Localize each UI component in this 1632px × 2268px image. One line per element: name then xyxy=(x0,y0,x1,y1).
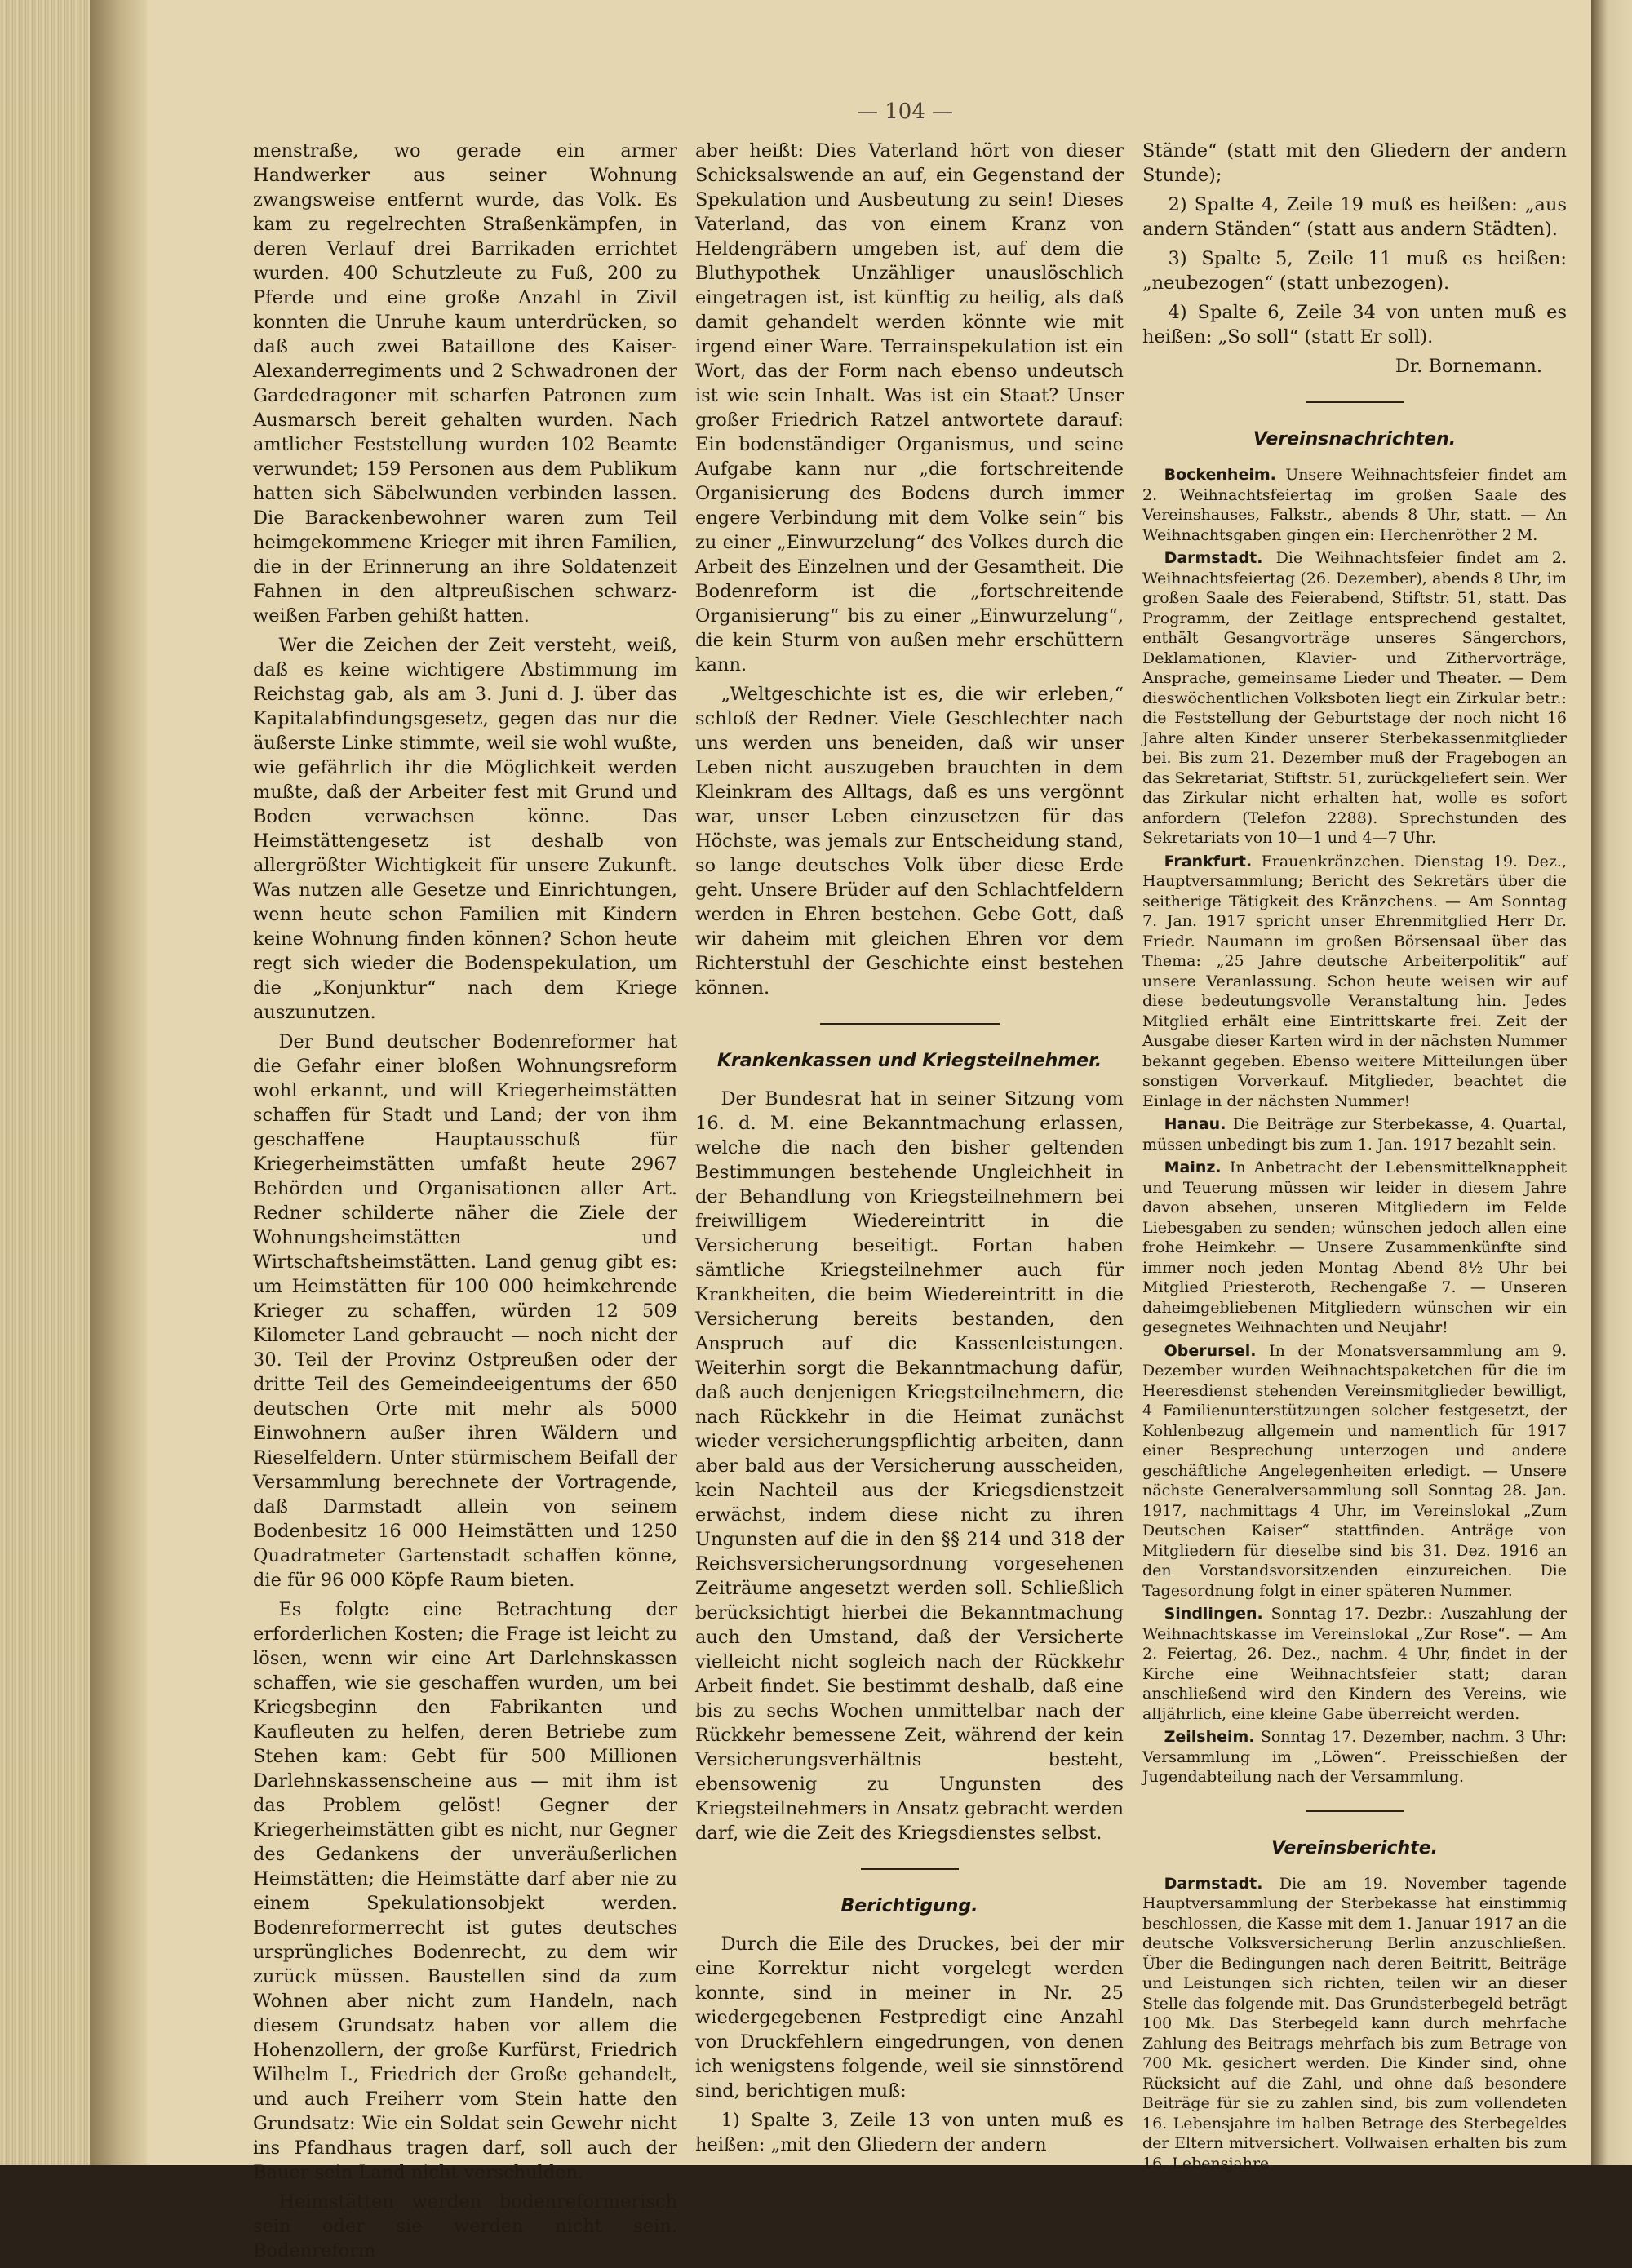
paragraph: Heimstätten werden bodenreformerisch sein oder sie werden nicht sein. Bodenreform xyxy=(253,2191,677,2261)
section-heading-vereinsnachrichten: Vereinsnachrichten. xyxy=(1253,429,1457,450)
news-text: In der Monatsversammlung am 9. Dezember wurden Weihnachtspaketchen für die im Heeresdienst stehenden Vereinsmitglieder bewilligt, 4 Familienunterstützungen solcher festgesetzt, der Kohlenbezug allgemein und namentlich für 1917 einer Besprechung unterzogen und andere geschäftliche Angelegenheiten erledigt. — Unsere nächste Generalversammlung soll Sonntag 28. Jan. 1917, nachmittags 4 Uhr, im Vereinslokal „Zum Deutschen Kaiser“ stattfinden. Anträge von Mitgliedern für dieselbe sind bis 31. Dez. 1916 an den Vorstandsvorsitzenden einzureichen. Die Tagesordnung folgt in einer späteren Nummer. xyxy=(1142,1341,1567,1600)
news-item xyxy=(1142,1341,1567,1601)
club-news-list xyxy=(1142,465,1567,1787)
news-text: Die Beiträge zur Sterbekasse, 4. Quartal, müssen unbedingt bis zum 1. Jan. 1917 bezahlt sein. xyxy=(1142,1115,1567,1154)
section-divider xyxy=(1306,1810,1404,1812)
news-text: Die Weihnachtsfeier findet am 2. Weihnachtsfeiertag (26. Dezember), abends 8 Uhr, im großen Saale des Feierabend, Stiftstr. 51, statt. Das Programm, der Zeitlage entsprechend gestaltet, enthält Gesangvorträge unseres Sängerchors, Deklamationen, Klavier- und Zithervorträge, Ansprache, gemeinsame Lieder und Theater. — Dem dieswöchentlichen Volksboten liegt ein Zirkular betr.: die Feststellung der Geburtstage der noch nicht 16 Jahre alten Kinder unserer Sterbekassenmitglieder bei. Bis zum 21. Dezember muß der Fragebogen an das Sekretariat, Stiftstr. 51, zurückgeliefert sein. Wer das Zirkular nicht erhalten hat, wolle es sofort anfordern (Telefon 2288). Sprechstunden des Sekretariats von 10—1 und 4—7 Uhr. xyxy=(1142,549,1567,847)
news-text: In Anbetracht der Lebensmittelknappheit und Teuerung müssen wir leider in diesem Jahre davon absehen, unseren Mitgliedern im Felde Liebesgaben zu senden; wünschen jedoch allen eine frohe Heimkehr. — Unsere Zusammenkünfte sind immer noch jeden Montag Abend 8½ Uhr bei Mitglied Priesteroth, Rechengaße 7. — Unseren daheimgebliebenen Mitgliedern wünschen wir ein gesegnetes Weihnachten und Neujahr! xyxy=(1142,1158,1567,1336)
paragraph: Es folgte eine Betrachtung der erforderlichen Kosten; die Frage ist leicht zu lösen, wenn wir eine Art Darlehnskassen schaffen, wie sie geschaffen wurden, um bei Kriegsbeginn den Fabrikanten und Kaufleuten zu helfen, deren Betriebe zum Stehen kam: Gebt für 500 Millionen Darlehnskassenscheine aus — mit ihm ist das Problem gelöst! Gegner der Kriegerheimstätten gibt es nicht, nur Gegner des Gedankens der unveräußerlichen Heimstätten; die Heimstätte darf aber nie zu einem Spekulationsobjekt werden. Bodenreformerrecht ist gutes deutsches ursprüngliches Bodenrecht, zu dem wir zurück müssen. Baustellen sind da zum Wohnen aber nicht zum Handeln, nach diesem Grundsatz haben vor allem die Hohenzollern, der große Kurfürst, Friedrich Wilhelm I., Friedrich der Große gehandelt, und auch Freiherr vom Stein hatte den Grundsatz: Wie ein Soldat sein Gewehr nicht ins Pfandhaus tragen darf, soll auch der Bauer sein Land nicht verschulden. xyxy=(253,1599,677,2183)
news-text: Sonntag 17. Dezember, nachm. 3 Uhr: Versammlung im „Löwen“. Preisschießen der Jugendabteilung nach der Versammlung. xyxy=(1142,1728,1567,1786)
news-item xyxy=(1142,852,1567,1112)
report-place: Darmstadt. xyxy=(1164,1874,1263,1893)
news-place: Zeilsheim. xyxy=(1164,1728,1255,1746)
news-text: Sonntag 17. Dezbr.: Auszahlung der Weihnachtskasse im Vereinslokal „Zur Rose“. — Am 2. Feiertag, 26. Dez., nachm. 4 Uhr, findet in der Kirche eine Weihnachtsfeier statt; daran anschließend wird den Kindern des Vereins, wie alljährlich, eine kleine Gabe überreicht werden. xyxy=(1142,1605,1567,1723)
section-divider xyxy=(1306,401,1404,403)
news-place: Hanau. xyxy=(1164,1115,1226,1133)
page-number: — 104 — xyxy=(857,100,954,124)
column-2 xyxy=(695,139,1124,2162)
next-page-edge xyxy=(1591,0,1632,2165)
paragraph: aber heißt: Dies Vaterland hört von dieser Schicksalswende an auf, ein Gegenstand der Spekulation und Ausbeutung zu sein! Dieses Vaterland, das von einem Kranz von Heldengräbern umgeben ist, auf dem die Bluthypothek Unzähliger unauslöschlich eingetragen ist, ist künftig zu heilig, als daß damit gehandelt werden könnte wie mit irgend einer Ware. Terrainspekulation ist ein Wort, das der Form nach ebenso undeutsch ist wie sein Inhalt. Was ist ein Staat? Unser großer Friedrich Ratzel antwortete darauf: Ein bodenständiger Organismus, und seine Aufgabe kann nur „die fortschreitende Organisierung des Bodens durch immer engere Verbindung mit dem Volke sein“ bis zu einer „Einwurzelung“ des Volkes durch die Arbeit des Einzelnen und der Gesamtheit. Die Bodenreform ist die „fortschreitende Organisierung“ bis zu einer „Einwurzelung“, die kein Sturm von außen mehr erschüttern kann. xyxy=(695,140,1124,676)
news-place: Oberursel. xyxy=(1164,1341,1257,1360)
news-item xyxy=(1142,1158,1567,1338)
section-heading-berichtigung: Berichtigung. xyxy=(840,1896,978,1916)
paragraph: Der Bundesrat hat in seiner Sitzung vom 16. d. M. eine Bekanntmachung erlassen, welche die nach den bisher geltenden Bestimmungen bestehende Ungleichheit in der Behandlung von Kriegsteilnehmern bei freiwilligem Wiedereintritt in die Versicherung beseitigt. Fortan haben sämtliche Kriegsteilnehmer auch für Krankheiten, die beim Wiedereintritt in die Versicherung bereits bestanden, den Anspruch auf die Kassenleistungen. Weiterhin sorgt die Bekanntmachung dafür, daß auch denjenigen Kriegsteilnehmern, die nach Rückkehr in die Heimat zunächst wieder versicherungspflichtig arbeiten, dann aber bald aus der Versicherung ausscheiden, kein Nachteil aus der Kriegsdienstzeit erwächst, indem diese nicht zu ihren Ungunsten auf die in den §§ 214 und 318 der Reichsversicherungsordnung vorgesehenen Zeiträume angesetzt werden soll. Schließlich berücksichtigt hierbei die Bekanntmachung auch den Umstand, daß der Versicherte vielleicht nicht sogleich nach der Rückkehr Arbeit findet. Sie bestimmt deshalb, daß eine bis zu sechs Wochen unmittelbar nach der Rückkehr bemessene Zeit, während der kein Versicherungsverhältnis besteht, ebensowenig zu Ungunsten des Kriegsteilnehmers in Ansatz gebracht werden darf, wie die Zeit des Kriegsdienstes selbst. xyxy=(695,1088,1124,1844)
report-item xyxy=(1142,1874,1567,2174)
news-place: Bockenheim. xyxy=(1164,466,1276,484)
news-text: Frauenkränzchen. Dienstag 19. Dez., Hauptversammlung; Bericht des Sekretärs über die seitherige Tätigkeit des Kränzchens. — Am Sonntag 7. Jan. 1917 spricht unser Ehrenmitglied Herr Dr. Friedr. Naumann im großen Börsensaal über das Thema: „25 Jahre deutsche Arbeiterpolitik“ auf unsere Veranlassung. Schon heute weisen wir auf diese bedeutungsvolle Veranstaltung hin. Jedes Mitglied erhält eine Eintrittskarte frei. Zeit der Ausgabe dieser Karten wird in der nächsten Nummer bekannt gegeben. Ebenso weitere Mitteilungen über sonstigen Vorverkauf. Mitglieder, beachtet die Einlage in der nächsten Nummer! xyxy=(1142,852,1567,1110)
paragraph: Durch die Eile des Druckes, bei der mir eine Korrektur nicht vorgelegt werden konnte, sind in meiner in Nr. 25 wiedergegebenen Festpredigt eine Anzahl von Druckfehlern eingedrungen, von denen ich wenigstens folgende, weil sie sinnstörend sind, berichtigen muß: xyxy=(695,1934,1124,2102)
section-heading-krankenkassen: Krankenkassen und Kriegsteilnehmer. xyxy=(716,1051,1102,1071)
paragraph: 3) Spalte 5, Zeile 11 muß es heißen: „neubezogen“ (statt unbezogen). xyxy=(1142,248,1567,294)
section-divider xyxy=(820,1023,1000,1025)
paragraph: „Weltgeschichte ist es, die wir erleben,“ schloß der Redner. Viele Geschlechter nach uns werden uns beneiden, daß wir unser Leben nicht auszugeben brauchten in dem Kleinkram des Alltags, daß es uns vergönnt war, unser Leben einzusetzen für das Höchste, was jemals zur Entscheidung stand, so lange deutsches Volk über diese Erde geht. Unsere Brüder auf den Schlachtfeldern werden in Ehren bestehen. Gebe Gott, daß wir daheim mit gleichen Ehren vor dem Richterstuhl der Geschichte einst bestehen können. xyxy=(695,684,1124,999)
news-item xyxy=(1142,1114,1567,1154)
book-gutter-shadow xyxy=(90,0,147,2165)
report-text: Die am 19. November tagende Hauptversammlung der Sterbekasse hat einstimmig beschlossen, die Kasse mit dem 1. Januar 1917 an die deutsche Volksversicherung Berlin anzuschließen. Über die Bedingungen nach deren Beitritt, Beiträge und Leistungen sich richten, teilen wir an dieser Stelle das folgende mit. Das Grundsterbegeld beträgt 100 Mk. Das Sterbegeld kann durch mehrfache Zahlung des Beitrags mehrfach bis zum Betrage von 700 Mk. gesichert werden. Die Kinder sind, ohne Rücksicht auf die Zahl, und ohne daß besondere Beiträge für sie zu zahlen sind, bis zum vollendeten 16. Lebensjahre im halben Betrage des Sterbegeldes der Eltern mitversichert. Vollwaisen erhalten bis zum 16. Lebensjahre xyxy=(1142,1874,1567,2173)
news-text: Unsere Weihnachtsfeier findet am 2. Weihnachtsfeiertag im großen Saale des Vereinshauses, Falkstr., abends 8 Uhr, statt. — An Weihnachtsgaben gingen ein: Herchenröther 2 M. xyxy=(1142,466,1568,544)
paragraph: 4) Spalte 6, Zeile 34 von unten muß es heißen: „So soll“ (statt Er soll). xyxy=(1142,302,1567,348)
paragraph: 2) Spalte 4, Zeile 19 muß es heißen: „aus andern Ständen“ (statt aus andern Städten). xyxy=(1142,194,1567,240)
paragraph: menstraße, wo gerade ein armer Handwerker aus seiner Wohnung zwangsweise entfernt wurde, das Volk. Es kam zu regelrechten Straßenkämpfen, in deren Verlauf drei Barrikaden errichtet wurden. 400 Schutzleute zu Fuß, 200 zu Pferde und eine große Anzahl in Zivil konnten die Unruhe kaum unterdrücken, so daß auch zwei Bataillone des Kaiser-Alexanderregiments und 2 Schwadronen der Gardedragoner mit scharfen Patronen zum Ausmarsch bereit gehalten wurden. Nach amtlicher Feststellung wurden 102 Beamte verwundet; 159 Personen aus dem Publikum hatten sich Säbelwunden verbinden lassen. Die Barackenbewohner waren zum Teil heimgekommene Krieger mit ihren Familien, die in der Erinnerung an ihre Soldatenzeit Fahnen in den altpreußischen schwarz-weißen Farben gehißt hatten. xyxy=(253,140,677,627)
paragraph: 1) Spalte 3, Zeile 13 von unten muß es heißen: „mit den Gliedern der andern xyxy=(695,2110,1124,2155)
news-place: Darmstadt. xyxy=(1164,549,1263,567)
news-place: Sindlingen. xyxy=(1164,1605,1263,1623)
news-item xyxy=(1142,1604,1567,1724)
column-3 xyxy=(1142,139,1567,2177)
news-place: Mainz. xyxy=(1164,1158,1222,1176)
news-place: Frankfurt. xyxy=(1164,852,1253,870)
book-page-edges xyxy=(0,0,90,2165)
section-divider xyxy=(861,1868,959,1870)
paragraph: Der Bund deutscher Bodenreformer hat die Gefahr einer bloßen Wohnungsreform wohl erkannt, und will Kriegerheimstätten schaffen für Stadt und Land; der von ihm geschaffene Hauptausschuß für Kriegerheimstätten umfaßt heute 2967 Behörden und Organisationen aller Art. Redner schilderte näher die Ziele der Wohnungsheimstätten und Wirtschaftsheimstätten. Land genug gibt es: um Heimstätten für 100 000 heimkehrende Krieger zu schaffen, würden 12 509 Kilometer Land gebraucht — noch nicht der 30. Teil der Provinz Ostpreußen oder der dritte Teil des Gemeindeeigentums der 650 deutschen Orte mit mehr als 5000 Einwohnern außer ihren Wäldern und Rieselfeldern. Unter stürmischem Beifall der Versammlung berechnete der Vortragende, daß Darmstadt allein von seinem Bodenbesitz 16 000 Heimstätten und 1250 Quadratmeter Gartenstadt schaffen könne, die für 96 000 Köpfe Raum bieten. xyxy=(253,1031,677,1591)
paragraph: Wer die Zeichen der Zeit versteht, weiß, daß es keine wichtigere Abstimmung im Reichstag gab, als am 3. Juni d. J. über das Kapitalabfindungsgesetz, gegen das nur die äußerste Linke stimmte, weil sie wohl wußte, wie gefährlich ihr die Möglichkeit werden mußte, daß der Arbeiter fest mit Grund und Boden verwachsen könne. Das Heimstättengesetz ist deshalb von allergrößter Wichtigkeit für unsere Zukunft. Was nutzen alle Gesetze und Einrichtungen, wenn heute schon Familien mit Kindern keine Wohnung finden können? Schon heute regt sich wieder die Bodenspekulation, um die „Konjunktur“ nach dem Kriege auszunutzen. xyxy=(253,635,677,1023)
news-item xyxy=(1142,548,1567,848)
column-1 xyxy=(253,139,677,2268)
paragraph: Stände“ (statt mit den Gliedern der andern Stunde); xyxy=(1142,140,1567,186)
section-heading-vereinsberichte: Vereinsberichte. xyxy=(1271,1837,1438,1858)
news-item xyxy=(1142,465,1567,545)
club-reports-list xyxy=(1142,1874,1567,2174)
signature: Dr. Bornemann. xyxy=(1395,356,1542,377)
news-item xyxy=(1142,1727,1567,1787)
